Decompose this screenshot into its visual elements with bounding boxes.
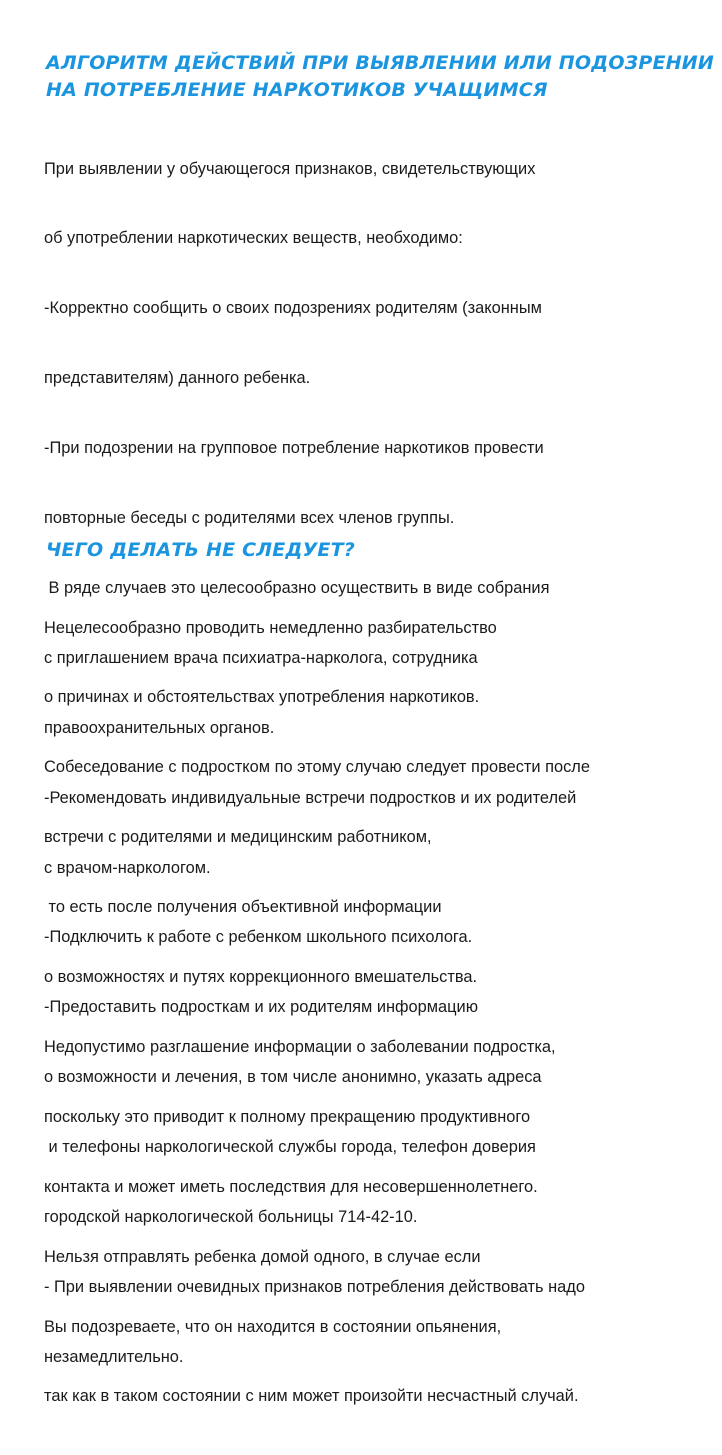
section-1-text-line: представителям) данного ребенка. <box>44 369 311 388</box>
section-2-text-line: о возможностях и путях коррекционного вмешательства. <box>44 968 478 987</box>
section-2-text-line: поскольку это приводит к полному прекращению продуктивного <box>44 1107 531 1126</box>
section-1-text-line: об употреблении наркотических веществ, необходимо: <box>44 229 463 248</box>
section-2-text-line: Нецелесообразно проводить немедленно разбирательство <box>44 618 497 637</box>
section-1-text-line: -Предоставить подросткам и их родителям информацию <box>44 998 478 1017</box>
section-2-heading <box>46 537 355 564</box>
section-2-text-line: Собеседование с подростком по этому случаю следует провести после <box>44 758 590 777</box>
section-1-text-line: с врачом-наркологом. <box>44 858 211 877</box>
section-2-text-line: Недопустимо разглашение информации о заболевании подростка, <box>44 1037 556 1056</box>
section-1-text-line: с приглашением врача психиатра-нарколога, сотрудника <box>44 648 478 667</box>
section-1-heading-line: АЛГОРИТМ ДЕЙСТВИЙ ПРИ ВЫЯВЛЕНИИ ИЛИ ПОДОЗРЕНИИ <box>46 52 714 74</box>
section-1-text-line: -Подключить к работе с ребенком школьного психолога. <box>44 928 473 947</box>
section-2-text-line: встречи с родителями и медицинским работником, <box>44 828 432 847</box>
section-1-text-line: - При выявлении очевидных признаков потребления действовать надо <box>44 1277 585 1296</box>
section-1-text-line: незамедлительно. <box>44 1347 184 1366</box>
section-2-text-line: так как в таком состоянии с ним может произойти несчастный случай. <box>44 1387 579 1406</box>
section-1-text-line: При выявлении у обучающегося признаков, свидетельствующих <box>44 159 536 178</box>
section-1-text-line: повторные беседы с родителями всех членов группы. <box>44 509 455 528</box>
section-1-text-line: и телефоны наркологической службы города, телефон доверия <box>44 1138 536 1157</box>
section-1-text-line: -Корректно сообщить о своих подозрениях родителям (законным <box>44 299 542 318</box>
section-1-text-line: В ряде случаев это целесообразно осуществить в виде собрания <box>44 578 550 597</box>
section-2-text-line: Вы подозреваете, что он находится в состоянии опьянения, <box>44 1317 502 1336</box>
section-2-heading-line: ЧЕГО ДЕЛАТЬ НЕ СЛЕДУЕТ? <box>46 539 355 561</box>
section-2-text-line: контакта и может иметь последствия для несовершеннолетнего. <box>44 1177 538 1196</box>
section-2-text-line: то есть после получения объективной информации <box>44 898 442 917</box>
section-1-heading <box>46 50 714 104</box>
section-1-text-line: правоохранительных органов. <box>44 718 275 737</box>
section-1-text-line: городской наркологической больницы 714-42-10. <box>44 1207 418 1226</box>
section-1-text-line: -При подозрении на групповое потребление наркотиков провести <box>44 439 544 458</box>
section-1-text-line: о возможности и лечения, в том числе анонимно, указать адреса <box>44 1068 542 1087</box>
section-1-text-line: -Рекомендовать индивидуальные встречи подростков и их родителей <box>44 788 577 807</box>
section-1-heading-line: НА ПОТРЕБЛЕНИЕ НАРКОТИКОВ УЧАЩИМСЯ <box>46 79 548 101</box>
section-2-text-line: о причинах и обстоятельствах употребления наркотиков. <box>44 688 480 707</box>
section-2-text-line: Нельзя отправлять ребенка домой одного, в случае если <box>44 1247 481 1266</box>
section-2-body <box>44 570 590 1455</box>
